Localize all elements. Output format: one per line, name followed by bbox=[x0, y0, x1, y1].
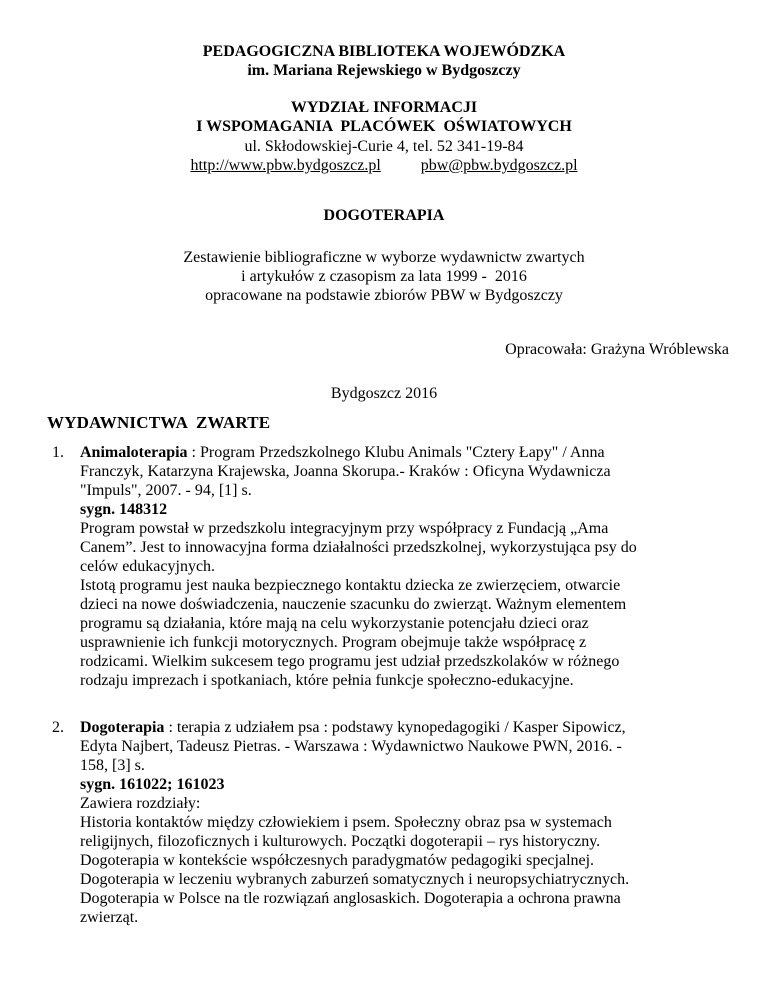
document-title: DOGOTERAPIA bbox=[323, 207, 445, 224]
links-line bbox=[190, 156, 577, 175]
annotation-line: Istotą programu jest nauka bezpiecznego kontaktu dziecka ze zwierzęciem, otwarcie bbox=[80, 577, 621, 594]
entry-number: 1. bbox=[52, 444, 64, 461]
entry-title: Animaloterapia bbox=[80, 444, 188, 461]
entry-signature: sygn. 148312 bbox=[80, 501, 168, 518]
entry-signature: sygn. 161022; 161023 bbox=[80, 776, 225, 793]
place-and-year: Bydgoszcz 2016 bbox=[330, 385, 438, 402]
entry-citation-line-2: Edyta Najbert, Tadeusz Pietras. - Warszawa : Wydawnictwo Naukowe PWN, 2016. - bbox=[80, 738, 622, 755]
bibliography-entry bbox=[48, 443, 728, 690]
document-description bbox=[0, 248, 768, 305]
annotation-line: Program powstał w przedszkolu integracyjnym przy współpracy z Fundacją „Ama bbox=[80, 520, 609, 537]
entry-citation-line-3: "Impuls", 2007. - 94, [1] s. bbox=[80, 482, 252, 499]
annotation-line: Dogoterapia w leczeniu wybranych zaburzeń somatycznych i neuropsychiatrycznych. bbox=[80, 871, 630, 888]
description-line-1: Zestawienie bibliograficzne w wyborze wydawnictw zwartych bbox=[183, 249, 585, 266]
annotation-line: Dogoterapia w Polsce na tle rozwiązań anglosaskich. Dogoterapia a ochrona prawna bbox=[80, 890, 621, 907]
entry-number: 2. bbox=[52, 719, 64, 736]
entry-citation bbox=[80, 718, 728, 775]
entry-citation bbox=[80, 443, 728, 500]
annotation-line: rodzicami. Wielkim sukcesem tego programu jest udział przedszkolaków w różnego bbox=[80, 653, 620, 670]
entry-citation-line-2: Franczyk, Katarzyna Krajewska, Joanna Skorupa.- Kraków : Oficyna Wydawnicza bbox=[80, 463, 611, 480]
description-line-3: opracowane na podstawie zbiorów PBW w Bydgoszczy bbox=[205, 287, 563, 304]
department-line-1: WYDZIAŁ INFORMACJI bbox=[290, 99, 478, 116]
entry-citation-line-1: : terapia z udziałem psa : podstawy kynopedagogiki / Kasper Sipowicz, bbox=[164, 719, 626, 736]
annotation-line: dzieci na nowe doświadczenia, nauczenie szacunku do zwierząt. Ważnym elementem bbox=[80, 596, 627, 613]
annotation-line: programu są działania, które mają na celu wykorzystanie potencjału dzieci oraz bbox=[80, 615, 589, 632]
annotation-line: religijnych, filozoficznych i kulturowych. Początki dogoterapii – rys historyczny. bbox=[80, 833, 601, 850]
annotation-line: celów edukacyjnych. bbox=[80, 558, 216, 575]
bibliography-list bbox=[48, 443, 728, 927]
annotation-line: Dogoterapia w kontekście współczesnych paradygmatów pedagogiki specjalnej. bbox=[80, 852, 595, 869]
annotation-line: zwierząt. bbox=[80, 909, 139, 926]
entry-annotation bbox=[80, 519, 728, 690]
institution-name bbox=[0, 42, 768, 80]
annotation-line: usprawnienie ich funkcji motorycznych. Program obejmuje także współpracę z bbox=[80, 634, 587, 651]
contact-info bbox=[0, 137, 768, 175]
annotation-line: rodzaju imprezach i spotkaniach, które pełnia funkcje społeczno-edukacyjne. bbox=[80, 672, 574, 689]
compiler-credit: Opracowała: Grażyna Wróblewska bbox=[505, 341, 729, 358]
department-line-2: I WSPOMAGANIA PLACÓWEK OŚWIATOWYCH bbox=[196, 118, 572, 135]
department-name bbox=[0, 98, 768, 136]
entry-annotation bbox=[80, 794, 728, 927]
website-link[interactable]: http://www.pbw.bydgoszcz.pl bbox=[190, 157, 381, 174]
bibliography-entry bbox=[48, 718, 728, 927]
annotation-line: Canem”. Jest to innowacyjna forma działalności przedszkolnej, wykorzystująca psy do bbox=[80, 539, 637, 556]
description-line-2: i artykułów z czasopism za lata 1999 - 2016 bbox=[241, 268, 527, 285]
annotation-line: Historia kontaktów między człowiekiem i psem. Społeczny obraz psa w systemach bbox=[80, 814, 612, 831]
entry-citation-line-1: : Program Przedszkolnego Klubu Animals "Cztery Łapy" / Anna bbox=[187, 444, 605, 461]
email-link[interactable]: pbw@pbw.bydgoszcz.pl bbox=[420, 157, 578, 174]
entry-title: Dogoterapia bbox=[80, 719, 165, 736]
section-heading: WYDAWNICTWA ZWARTE bbox=[47, 413, 271, 432]
entry-citation-line-3: 158, [3] s. bbox=[80, 757, 145, 774]
address-line: ul. Skłodowskiej-Curie 4, tel. 52 341-19-84 bbox=[244, 138, 524, 155]
institution-line-1: PEDAGOGICZNA BIBLIOTEKA WOJEWÓDZKA bbox=[202, 43, 566, 60]
annotation-line: Zawiera rozdziały: bbox=[80, 795, 201, 812]
institution-line-2: im. Mariana Rejewskiego w Bydgoszczy bbox=[247, 62, 521, 79]
